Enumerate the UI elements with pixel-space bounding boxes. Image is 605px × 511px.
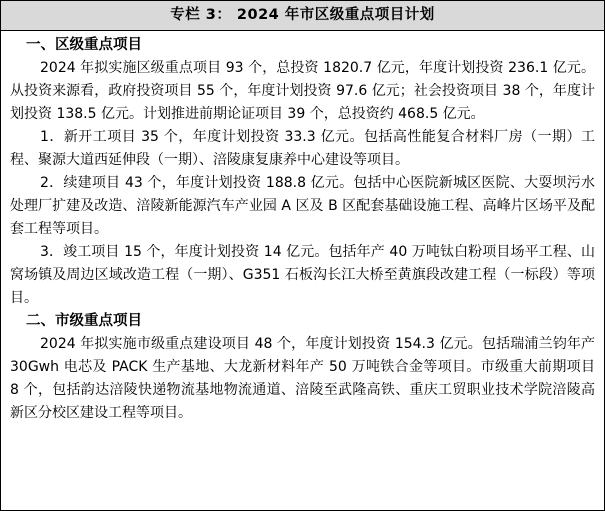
district-continuing-projects-paragraph: 2．续建项目 43 个，年度计划投资 188.8 亿元。包括中心医院新城区医院、大耍坝污水处理厂扩建及改造、涪陵新能源汽车产业园 A 区及 B 区配套基础设施工程、高峰片区场平及配套工程等项目。 [10,175,595,237]
section-title-district: 一、区级重点项目 [26,37,142,53]
city-projects-paragraph: 2024 年拟实施市级重点建设项目 48 个，年度计划投资 154.3 亿元。包括瑞浦兰钧年产 30Gwh 电芯及 PACK 生产基地、大龙新材料年产 50 万吨铁合金等项目。市级重大前期项目 8 个，包括韵达涪陵快递物流基地物流通道、涪陵至武隆高铁、重庆工贸职业技术学院涪陵高新区分校区建设工程等项目。 [10,336,595,421]
district-summary-paragraph: 2024 年拟实施区级重点项目 93 个，总投资 1820.7 亿元，年度计划投资 236.1 亿元。从投资来源看，政府投资项目 55 个，年度计划投资 97.6 亿元；社会投资项目 38 个，年度计划投资 138.5 亿元。计划推进前期论证项目 39 个，总投资约 468.5 亿元。 [10,60,595,122]
district-completed-projects-paragraph: 3．竣工项目 15 个，年度计划投资 14 亿元。包括年产 40 万吨钛白粉项目场平工程、山窝场镇及周边区域改造工程（一期）、G351 石板沟长江大桥至黄旗段改建工程（一标段）等项目。 [10,244,595,306]
section-title-city: 二、市级重点项目 [26,313,142,329]
box-title: 专栏 3： 2024 年市区级重点项目计划 [1,1,604,31]
district-new-projects-paragraph: 1．新开工项目 35 个，年度计划投资 33.3 亿元。包括高性能复合材料厂房（一期）工程、聚源大道西延伸段（一期）、涪陵康复康养中心建设等项目。 [10,129,595,168]
box-content [1,31,604,425]
